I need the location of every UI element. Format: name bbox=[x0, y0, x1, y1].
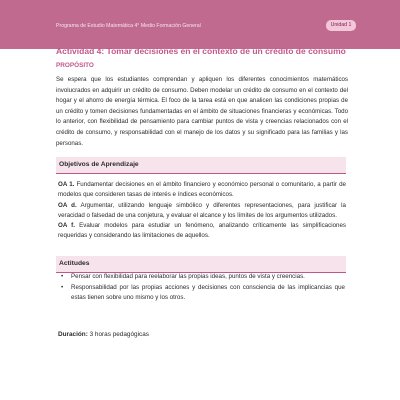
objective-text: Fundamentar decisiones en el ámbito financiero y económico personal o comunitario, a partir de modelos que consideren tasas de interés e índices económicos. bbox=[58, 181, 346, 199]
objectives-header bbox=[56, 157, 346, 173]
objectives-heading: Objetivos de Aprendizaje bbox=[59, 161, 139, 168]
objectives-list bbox=[58, 180, 346, 242]
attitudes-list bbox=[61, 272, 345, 304]
objective-code: OA 1. bbox=[58, 181, 75, 188]
duration bbox=[58, 331, 149, 338]
purpose-heading: PROPÓSITO bbox=[56, 62, 94, 69]
objective-text: Evaluar modelos para estudiar un fenómeno, analizando críticamente las simplificaciones requeridas y considerando las limitaciones de aquellos. bbox=[58, 222, 346, 240]
purpose-text: Se espera que los estudiantes comprendan y apliquen los diferentes conocimientos matemáticos involucrados en adquirir un crédito de consumo. Deben modelar un crédito de consumo en el contexto del hogar y el ahorro de energía térmica. El foco de la tarea está en que analicen las condiciones propias de un crédito y tomen decisiones fundamentadas en el ámbito de situaciones financieras y económicas. Todo lo anterior, con flexibilidad de pensamiento para cambiar puntos de vista y creencias relacionados con el crédito de consumo, y responsabilidad con el manejo de los datos y su significado para las familias y las personas. bbox=[56, 76, 348, 147]
program-title: Programa de Estudio Matemática 4° Medio Formación General bbox=[56, 23, 201, 29]
attitude-item: • Pensar con flexibilidad para reelaborar las propias ideas, puntos de vista y creencias. bbox=[61, 272, 345, 283]
duration-value: 3 horas pedagógicas bbox=[87, 331, 149, 338]
attitudes-heading: Actitudes bbox=[59, 260, 90, 267]
activity-title: Actividad 4: Tomar decisiones en el contexto de un crédito de consumo bbox=[56, 46, 346, 56]
objectives-divider bbox=[56, 173, 346, 174]
objective-text: Argumentar, utilizando lenguaje simbólico y diferentes representaciones, para justificar la veracidad o falsedad de una conjetura, y evaluar el alcance y los límites de los argumentos utilizados. bbox=[58, 201, 346, 219]
unit-badge: Unidad 1 bbox=[326, 20, 356, 31]
objective-code: OA d. bbox=[58, 201, 77, 209]
objective-code: OA f. bbox=[58, 222, 75, 230]
attitudes-header bbox=[56, 256, 346, 272]
duration-label: Duración: bbox=[58, 331, 88, 338]
objective-item bbox=[58, 201, 346, 222]
objective-item bbox=[58, 221, 346, 242]
objective-item bbox=[58, 180, 346, 201]
attitude-item: • Responsabilidad por las propias acciones y decisiones con consciencia de las implicancias que estas tienen sobre uno mismo y los otros. bbox=[61, 283, 345, 304]
